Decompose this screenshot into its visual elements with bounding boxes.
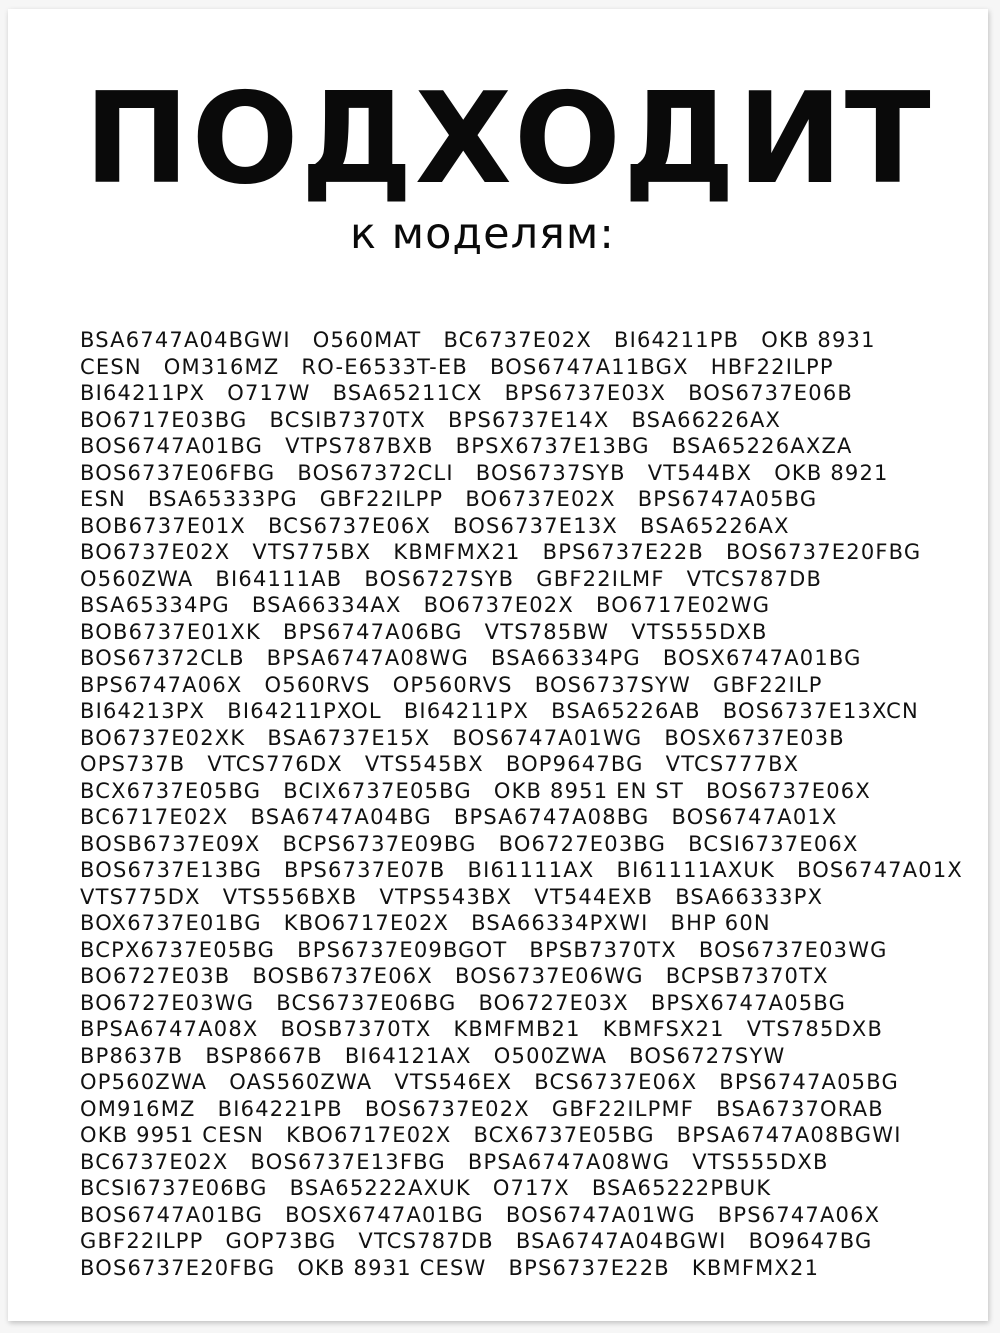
model-row bbox=[80, 380, 980, 407]
model-name: OM316MZ bbox=[163, 354, 280, 379]
model-name: BSA65226AXZA bbox=[671, 434, 853, 458]
model-name: VTS546EX bbox=[394, 1070, 513, 1094]
model-name: BO6727E03WG bbox=[80, 990, 255, 1015]
model-name: BOSX6747A01BG bbox=[662, 646, 862, 670]
model-name: VTCS787DB bbox=[686, 566, 823, 591]
model-name: VT544BX bbox=[647, 460, 753, 485]
model-name: BCX6737E05BG bbox=[80, 778, 262, 803]
model-name: BOX6737E01BG bbox=[80, 911, 262, 935]
model-name: BSA6747A04BGWI bbox=[515, 1229, 727, 1253]
model-name: BSA65333PG bbox=[147, 487, 298, 511]
model-name: BCS6737E06BG bbox=[276, 990, 457, 1015]
model-name: OP560RVS bbox=[392, 672, 513, 697]
model-name: BOS6737E06B bbox=[688, 381, 853, 405]
model-name: VTS775BX bbox=[252, 540, 372, 564]
model-name: BOSB6737E06X bbox=[252, 964, 433, 988]
model-name: BO6727E03BG bbox=[498, 831, 667, 856]
model-name: O717W bbox=[227, 381, 311, 405]
model-name: BC6717E02X bbox=[80, 805, 229, 829]
model-name: BOS6737E03WG bbox=[698, 937, 888, 962]
model-name: CESN bbox=[80, 354, 142, 379]
model-name: BPSA6747A08X bbox=[80, 1017, 259, 1041]
model-row bbox=[80, 354, 980, 381]
model-name: BCS6737E06X bbox=[268, 513, 432, 538]
model-row bbox=[80, 725, 980, 752]
model-name: BPS6737E14X bbox=[448, 407, 610, 432]
model-name: GBF22ILMF bbox=[536, 566, 665, 591]
model-name: BO6717E02WG bbox=[595, 593, 771, 617]
model-name: BI64211PB bbox=[613, 328, 740, 352]
page-title: ПОДХОДИТ bbox=[84, 65, 933, 212]
model-name: BOS6727SYW bbox=[629, 1043, 786, 1068]
model-name: BOS67372CLI bbox=[297, 460, 454, 485]
model-name: BCPS6737E09BG bbox=[282, 831, 477, 856]
model-name: VTCS787DB bbox=[358, 1229, 494, 1253]
model-name: BOSX6747A01BG bbox=[285, 1202, 484, 1227]
model-row bbox=[80, 910, 980, 937]
model-name: BSA65334PG bbox=[80, 593, 230, 617]
model-name: BOS6747A01X bbox=[796, 858, 963, 882]
model-name: BOS6737E13BG bbox=[80, 858, 263, 882]
model-name: BOS6747A01BG bbox=[80, 434, 264, 458]
model-name: O500ZWA bbox=[493, 1043, 608, 1068]
model-name: GOP73BG bbox=[225, 1229, 337, 1253]
model-row bbox=[80, 990, 980, 1017]
model-name: BPSX6737E13BG bbox=[455, 434, 650, 458]
model-name: BC6737E02X bbox=[443, 328, 592, 352]
model-name: KBO6717E02X bbox=[283, 911, 450, 935]
model-row bbox=[80, 884, 980, 911]
model-name: BOS6737E13FBG bbox=[250, 1149, 446, 1174]
model-name: BPS6737E22B bbox=[542, 540, 705, 564]
model-row bbox=[80, 327, 980, 354]
model-row bbox=[80, 937, 980, 964]
model-name: GBF22ILPP bbox=[80, 1229, 204, 1253]
model-name: BSA65222PBUK bbox=[591, 1176, 772, 1200]
model-name: BI64211PX bbox=[403, 699, 530, 723]
model-name: BOS6747A01BG bbox=[80, 1202, 264, 1227]
model-name: BPS6737E03X bbox=[504, 381, 667, 405]
model-row bbox=[80, 1228, 980, 1255]
model-name: VTPS787BXB bbox=[285, 434, 434, 458]
model-name: BOS6737E06WG bbox=[454, 964, 644, 988]
model-name: OKB 8931 bbox=[761, 328, 876, 352]
model-name: ESN bbox=[80, 487, 126, 511]
model-name: BCIX6737E05BG bbox=[283, 778, 472, 803]
model-name: BSA65226AB bbox=[551, 699, 701, 723]
model-name: VTS785DXB bbox=[746, 1017, 884, 1041]
model-name: BHP 60N bbox=[670, 911, 771, 935]
model-name: GBF22ILPP bbox=[319, 487, 444, 511]
model-name: BOS6737SYB bbox=[475, 460, 626, 485]
model-list bbox=[80, 327, 980, 1281]
model-name: OKB 8931 CESW bbox=[297, 1255, 487, 1280]
model-name: BSP8667B bbox=[205, 1043, 323, 1068]
model-name: BP8637B bbox=[80, 1043, 184, 1068]
model-row bbox=[80, 619, 980, 646]
model-name: BOS6747A01WG bbox=[452, 725, 643, 750]
model-name: BO6737E02X bbox=[80, 540, 231, 564]
model-name: BCPSB7370TX bbox=[665, 964, 829, 988]
model-name: BI64213PX bbox=[80, 699, 206, 723]
model-name: VTS545BX bbox=[364, 752, 484, 776]
model-row bbox=[80, 592, 980, 619]
model-name: BO9647BG bbox=[748, 1229, 873, 1253]
model-name: BSA66226AX bbox=[631, 407, 782, 432]
model-name: BOS6737SYW bbox=[534, 672, 691, 697]
model-row bbox=[80, 566, 980, 593]
model-name: BPSA6747A08BGWI bbox=[676, 1123, 902, 1147]
model-row bbox=[80, 1016, 980, 1043]
model-name: BPSB7370TX bbox=[529, 937, 677, 962]
model-row bbox=[80, 672, 980, 699]
model-name: BSA6737E15X bbox=[267, 725, 431, 750]
model-name: OPS737B bbox=[80, 752, 186, 776]
model-name: BCPX6737E05BG bbox=[80, 937, 276, 962]
model-name: OP560ZWA bbox=[80, 1070, 208, 1094]
model-row bbox=[80, 831, 980, 858]
model-name: BOP9647BG bbox=[505, 752, 644, 776]
model-name: VTS555DXB bbox=[692, 1149, 829, 1174]
model-name: BPS6747A06X bbox=[717, 1202, 881, 1227]
model-row bbox=[80, 1096, 980, 1123]
model-name: OKB 8921 bbox=[774, 460, 889, 485]
model-row bbox=[80, 1255, 980, 1282]
model-name: BOS6747A11BGX bbox=[489, 354, 689, 379]
model-name: BPS6737E07B bbox=[284, 858, 446, 882]
model-name: OKB 8951 EN ST bbox=[493, 778, 684, 803]
model-name: BPSA6747A08WG bbox=[467, 1149, 671, 1174]
model-name: BPSA6747A08WG bbox=[266, 646, 469, 670]
model-row bbox=[80, 433, 980, 460]
model-name: OM916MZ bbox=[80, 1096, 196, 1121]
model-name: BCSI6737E06BG bbox=[80, 1176, 268, 1200]
model-name: KBMFMB21 bbox=[453, 1017, 581, 1041]
model-name: BSA66333PX bbox=[675, 884, 824, 909]
model-row bbox=[80, 1175, 980, 1202]
model-name: OKB 9951 CESN bbox=[80, 1123, 265, 1147]
model-name: BOSX6737E03B bbox=[664, 725, 845, 750]
model-name: BPS6747A05BG bbox=[719, 1070, 899, 1094]
model-name: BPS6747A06BG bbox=[282, 619, 463, 644]
model-row bbox=[80, 804, 980, 831]
model-name: BSA6737ORAB bbox=[716, 1096, 884, 1121]
model-name: VTS775DX bbox=[80, 884, 201, 909]
model-name: BO6737E02XK bbox=[80, 725, 246, 750]
model-name: BPS6747A06X bbox=[80, 672, 243, 697]
model-name: BI61111AXUK bbox=[616, 858, 775, 882]
model-row bbox=[80, 1043, 980, 1070]
model-name: BOS6737E02X bbox=[364, 1096, 530, 1121]
model-name: BSA66334PG bbox=[491, 646, 641, 670]
model-name: BO6737E02X bbox=[465, 487, 616, 511]
model-name: BI64211PXOL bbox=[227, 699, 382, 723]
model-name: VTS555DXB bbox=[631, 619, 768, 644]
model-row bbox=[80, 1149, 980, 1176]
model-name: VTPS543BX bbox=[379, 884, 513, 909]
model-name: VTCS777BX bbox=[665, 752, 800, 776]
model-name: BCS6737E06X bbox=[534, 1070, 698, 1094]
model-name: BSA6747A04BGWI bbox=[80, 328, 291, 352]
model-row bbox=[80, 778, 980, 805]
model-row bbox=[80, 539, 980, 566]
model-row bbox=[80, 1202, 980, 1229]
model-name: BSA65211CX bbox=[332, 381, 483, 405]
model-name: O560RVS bbox=[264, 672, 371, 697]
model-row bbox=[80, 1069, 980, 1096]
model-name: O560ZWA bbox=[80, 566, 194, 591]
model-name: BO6737E02X bbox=[423, 593, 574, 617]
model-name: VT544EXB bbox=[534, 884, 654, 909]
model-name: KBMFMX21 bbox=[691, 1255, 820, 1280]
model-name: BOS6737E13X bbox=[453, 513, 618, 538]
model-row bbox=[80, 1122, 980, 1149]
model-name: BOS6747A01X bbox=[671, 805, 838, 829]
model-row bbox=[80, 963, 980, 990]
model-row bbox=[80, 751, 980, 778]
model-name: BSA66334AX bbox=[251, 593, 402, 617]
model-name: HBF22ILPP bbox=[710, 354, 834, 379]
model-name: BSA65226AX bbox=[639, 513, 790, 538]
model-row bbox=[80, 513, 980, 540]
model-name: BCSIB7370TX bbox=[269, 407, 427, 432]
model-name: BOSB6737E09X bbox=[80, 831, 261, 856]
model-name: BPS6737E22B bbox=[508, 1255, 670, 1280]
model-row bbox=[80, 645, 980, 672]
model-name: BOS6737E20FBG bbox=[726, 540, 922, 564]
model-name: BCX6737E05BG bbox=[473, 1123, 655, 1147]
model-name: KBMFMX21 bbox=[393, 540, 521, 564]
model-row bbox=[80, 698, 980, 725]
model-name: BO6727E03B bbox=[80, 964, 231, 988]
model-name: KBMFSX21 bbox=[602, 1017, 725, 1041]
model-row bbox=[80, 407, 980, 434]
model-name: GBF22ILP bbox=[712, 672, 823, 697]
model-name: BOB6737E01XK bbox=[80, 619, 261, 644]
model-name: BI64221PB bbox=[217, 1096, 343, 1121]
model-name: BOS67372CLB bbox=[80, 646, 245, 670]
model-name: BI64111AB bbox=[215, 566, 343, 591]
model-name: GBF22ILPMF bbox=[551, 1096, 695, 1121]
model-row bbox=[80, 460, 980, 487]
model-name: O717X bbox=[492, 1176, 570, 1200]
model-name: OAS560ZWA bbox=[229, 1070, 373, 1094]
model-name: BOS6737E20FBG bbox=[80, 1255, 276, 1280]
model-row bbox=[80, 486, 980, 513]
model-row bbox=[80, 857, 980, 884]
model-name: VTS785BW bbox=[484, 619, 610, 644]
model-name: BOSB7370TX bbox=[280, 1017, 432, 1041]
model-name: VTCS776DX bbox=[207, 752, 343, 776]
model-name: BSA65222AXUK bbox=[289, 1176, 471, 1200]
page-subtitle: к моделям: bbox=[350, 209, 615, 259]
model-name: O560MAT bbox=[312, 328, 422, 352]
model-name: BI61111AX bbox=[467, 858, 595, 882]
model-name: BOS6737E06FBG bbox=[80, 460, 276, 485]
model-name: BOS6747A01WG bbox=[505, 1202, 696, 1227]
model-name: BI64121AX bbox=[344, 1043, 472, 1068]
model-name: BOS6737E06X bbox=[705, 778, 871, 803]
model-name: BSA6747A04BG bbox=[250, 805, 432, 829]
model-name: BOS6737E13XCN bbox=[722, 699, 919, 723]
model-name: BSA66334PXWI bbox=[471, 911, 649, 935]
model-name: BOB6737E01X bbox=[80, 513, 246, 538]
model-name: VTS556BXB bbox=[222, 884, 358, 909]
model-name: BPS6747A05BG bbox=[637, 487, 818, 511]
model-name: BPS6737E09BGOT bbox=[297, 937, 508, 962]
model-name: RO-E6533T-EB bbox=[301, 354, 468, 379]
model-name: BCSI6737E06X bbox=[688, 831, 859, 856]
model-name: BPSX6747A05BG bbox=[650, 990, 847, 1015]
model-name: KBO6717E02X bbox=[286, 1123, 452, 1147]
product-card bbox=[8, 9, 988, 1321]
model-name: BOS6727SYB bbox=[364, 566, 515, 591]
model-name: BC6737E02X bbox=[80, 1149, 229, 1174]
model-name: BO6717E03BG bbox=[80, 407, 248, 432]
model-name: BO6727E03X bbox=[478, 990, 629, 1015]
model-name: BPSA6747A08BG bbox=[453, 805, 650, 829]
model-name: BI64211PX bbox=[80, 381, 206, 405]
